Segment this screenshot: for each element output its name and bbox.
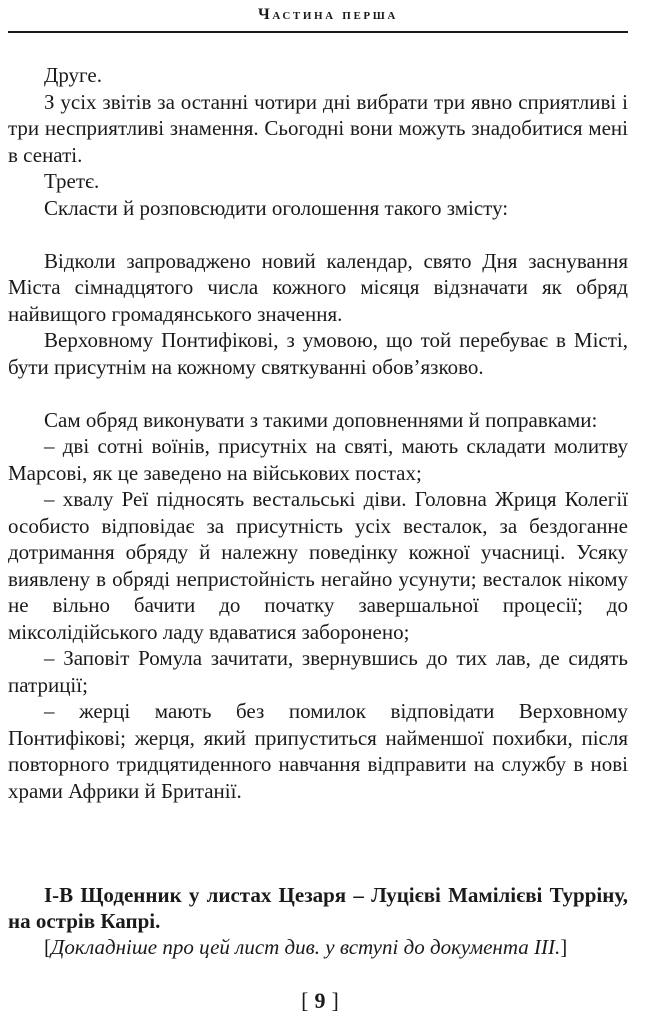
paragraph-5: Відколи запроваджено новий календар, свято Дня заснування Міста сімнадцятого числа кожного місяця відзначати як обряд найвищого громадянського значення. <box>8 248 628 326</box>
blank-line <box>8 221 628 248</box>
page-body <box>8 62 628 804</box>
blank-line <box>8 380 628 407</box>
list-item-4: – жерці мають без помилок відповідати Верховному Понтифікові; жерця, який припуститься найменшої похибки, після повторного тридцятиденного навчання відправити на службу в нові храми Африки й Британії. <box>8 699 628 803</box>
header-rule <box>8 31 628 33</box>
letter-editorial-note <box>8 934 628 960</box>
paragraph-7: Сам обряд виконувати з такими доповненнями й поправками: <box>44 407 598 432</box>
page-number-value: 9 <box>314 988 326 1013</box>
paragraph-6: Верховному Понтифікові, з умовою, що той перебуває в Місті, бути присутнім на кожному святкуванні обов’язково. <box>8 328 628 379</box>
note-close-bracket: ] <box>560 935 568 959</box>
page-number-left-bracket: [ <box>301 988 309 1013</box>
page-number-right-bracket: ] <box>331 988 339 1013</box>
paragraph-4: Скласти й розповсюдити оголошення такого змісту: <box>44 195 509 220</box>
page-number <box>0 988 640 1014</box>
note-text: Докладніше про цей лист див. у вступі до документа ІІІ. <box>51 935 561 959</box>
letter-title: І-В Щоденник у листах Цезаря – Луцієві Мамілієві Турріну, на острів Капрі. <box>8 883 628 933</box>
paragraph-2: З усіх звітів за останні чотири дні вибрати три явно сприятливі і три несприятливі знамення. Сьогодні вони можуть знадобитися мені в сенаті. <box>8 89 628 167</box>
editorial-note <box>8 934 628 960</box>
list-item-1: – дві сотні воїнів, присутніх на святі, мають складати молитву Марсові, як це заведено на військових постах; <box>8 434 628 485</box>
list-item-2: – хвалу Реї підносять вестальські діви. Головна Жриця Колегії особисто відповідає за присутність усіх весталок, за бездоганне дотримання обряду й належну поведінку кожної учасниці. Усяку виявлену в обряді непристойність негайно усунути; весталок нікому не вільно бачити до початку завершальної процесії; до міксолідійського ладу вдаватися заборонено; <box>8 487 628 644</box>
paragraph-3: Третє. <box>44 169 100 193</box>
paragraph-1: Друге. <box>44 63 102 87</box>
list-item-3: – Заповіт Ромула зачитати, звернувшись до тих лав, де сидять патриції; <box>8 646 628 697</box>
running-header: Частина перша <box>258 6 398 23</box>
note-open-bracket: [ <box>44 935 51 959</box>
letter-heading <box>8 882 628 934</box>
